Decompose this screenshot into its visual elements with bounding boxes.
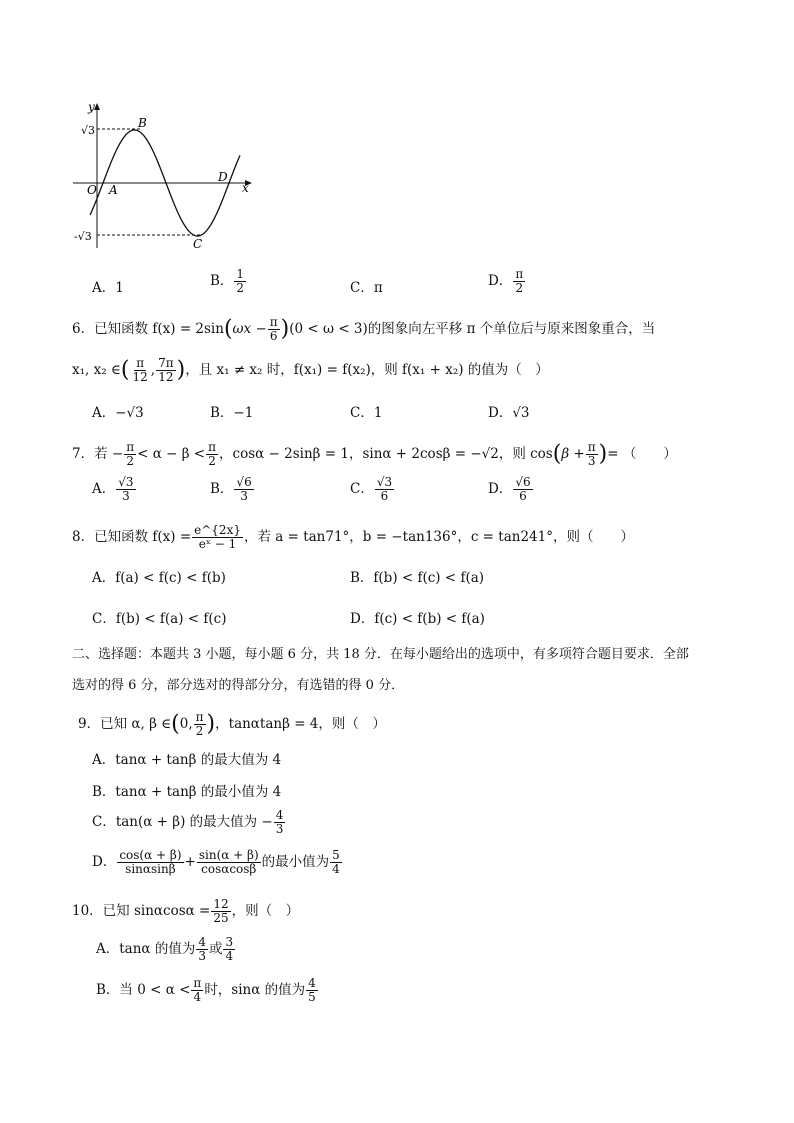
point-b-label: B [138, 116, 147, 130]
option-fraction [513, 476, 532, 503]
q9-stem [78, 711, 386, 738]
q8-start: 8．已知函数 f(x) = [72, 529, 192, 545]
option-fraction-3 [330, 849, 342, 876]
option-fraction [116, 476, 135, 503]
option-text: B．当 0 < α < [96, 982, 191, 998]
option-text: C．tan(α + β) 的最大值为 − [92, 814, 273, 830]
frac-den: 2 [236, 281, 245, 295]
q10-option-a [96, 936, 236, 963]
q7-pi-over-3 [586, 441, 598, 468]
q5-option-d [488, 268, 526, 295]
q6-line1 [72, 316, 655, 343]
option-fraction-2 [223, 936, 235, 963]
frac-num: e^{2x} [194, 523, 241, 537]
q10-question: ，则（ ） [231, 903, 300, 919]
paren: ) [176, 357, 186, 383]
paren: ( [171, 711, 180, 737]
frac-den: sinαsinβ [125, 862, 176, 876]
frac-num: π [136, 356, 145, 370]
q9-option-d [92, 849, 343, 876]
option-label: A． [92, 481, 116, 497]
frac-den: 4 [332, 862, 340, 876]
q7-inequality: < α − β < [137, 446, 206, 462]
option-text: 的最小值为 [261, 854, 330, 870]
paren: ) [206, 711, 216, 737]
q6-option-a: A．−√3 [92, 405, 144, 421]
q7-option-d [488, 476, 534, 503]
q7-stem [72, 441, 677, 468]
q6-omega-x: ωx − [232, 321, 267, 337]
q9-start: 9．已知 α, β ∈ [78, 716, 172, 732]
frac-num: π [208, 440, 217, 454]
frac-num: π [515, 267, 524, 281]
point-c-label: C [193, 237, 203, 251]
section2-text: 二、选择题：本题共 3 小题，每小题 6 分，共 18 分．在每小题给出的选项中，有多项符合题目要求．全部 [72, 647, 689, 662]
frac-den: cosαcosβ [201, 862, 257, 876]
q6-option-b: B．−1 [210, 405, 254, 421]
q8-option-d: D．f(c) < f(b) < f(a) [350, 611, 485, 627]
frac-num: √6 [236, 475, 252, 489]
q6-option-c: C．1 [350, 405, 383, 421]
q7-question: = （ ） [607, 446, 677, 462]
frac-num: √3 [118, 475, 134, 489]
option-label: D． [488, 481, 513, 497]
y-axis-arrow-icon [94, 103, 100, 110]
frac-den: 4 [193, 990, 202, 1004]
frac-num: cos(α + β) [119, 848, 182, 862]
q6-pi-over-6 [268, 316, 280, 343]
frac-num: sin(α + β) [198, 848, 259, 862]
paren: ( [552, 441, 562, 467]
option-text: A．tanα 的值为 [96, 941, 196, 957]
option-fraction [274, 809, 286, 836]
frac-den: 6 [380, 489, 389, 503]
q9-zero: 0, [179, 716, 193, 732]
frac-num: √6 [515, 475, 531, 489]
section2-heading-line2: 选对的得 6 分，部分选对的得部分分，有选错的得 0 分． [72, 678, 405, 693]
q7-conditions: ，cosα − 2sinβ = 1，sinα + 2cosβ = −√2，则 cos [219, 446, 553, 462]
option-label: B． [210, 481, 234, 497]
q6-domain-start: x₁, x₂ ∈ [72, 362, 121, 378]
q9-option-a: A．tanα + tanβ 的最大值为 4 [92, 752, 282, 768]
q5-option-a: A．1 [92, 280, 124, 296]
q8-function-fraction [192, 524, 243, 551]
frac-num: 4 [308, 976, 316, 990]
q5-option-c: C．π [350, 280, 383, 296]
q9-question: ，tanαtanβ = 4，则（ ） [215, 716, 386, 732]
frac-num: π [193, 976, 202, 990]
frac-num: π [195, 710, 204, 724]
frac-den: eˣ − 1 [198, 537, 237, 551]
q7-pi-over-2-left [124, 441, 136, 468]
origin-label: O [87, 183, 97, 197]
frac-den: 3 [198, 949, 206, 963]
frac-den: 12 [158, 370, 174, 384]
q10-option-b [96, 977, 319, 1004]
q8-question: ，若 a = tan71°，b = −tan136°，c = tan241°，则（ ） [243, 529, 634, 545]
frac-den: 25 [213, 911, 229, 925]
plus-sign: + [184, 854, 196, 870]
paren: ) [598, 441, 608, 467]
option-fraction-1 [117, 849, 183, 876]
frac-num: 5 [332, 848, 340, 862]
frac-den: 4 [225, 949, 234, 963]
section2-heading-line1 [72, 646, 689, 664]
q10-start: 10．已知 sinαcosα = [72, 903, 211, 919]
option-text: 时，sinα 的值为 [204, 982, 306, 998]
q5-option-d-label: D． [488, 273, 513, 289]
frac-den: 2 [195, 724, 204, 738]
q10-fraction [211, 898, 230, 925]
frac-num: 7π [158, 356, 174, 370]
q5-option-b-label: B． [210, 273, 234, 289]
q7-pi-over-2-right [206, 441, 218, 468]
option-fraction-1 [196, 936, 208, 963]
q7-beta: β + [561, 446, 585, 462]
frac-den: 3 [275, 822, 284, 836]
q9-pi-over-2 [194, 711, 206, 738]
frac-num: √3 [376, 475, 393, 489]
q8-option-c: C．f(b) < f(a) < f(c) [92, 611, 227, 627]
q6-left-bound [131, 357, 150, 384]
q6-question: ，且 x₁ ≠ x₂ 时，f(x₁) = f(x₂)，则 f(x₁ + x₂) 的值为（ ） [185, 362, 549, 378]
option-fraction-1 [191, 977, 203, 1004]
paren: ( [120, 357, 130, 383]
q7-option-c [350, 476, 395, 503]
frac-num: π [587, 440, 596, 454]
frac-num: 4 [275, 808, 284, 822]
frac-num: π [126, 440, 135, 454]
frac-den: 2 [208, 454, 216, 468]
q7-option-b [210, 476, 255, 503]
q6-right-bound [156, 357, 176, 384]
paren: ( [223, 316, 233, 342]
point-d-label: D [218, 170, 228, 184]
frac-den: 12 [132, 370, 148, 384]
frac-den: 3 [240, 489, 248, 503]
option-fraction-2 [197, 849, 261, 876]
q8-option-a: A．f(a) < f(c) < f(b) [92, 570, 226, 586]
q6-option-d: D．√3 [488, 405, 530, 421]
q8-stem [72, 524, 634, 551]
q6-line2: x₁, x₂ ∈( $\frac{\pi}{12}$ , $\frac{7\pi}{12}$ )，且 x₁ ≠ x₂ 时，f(x₁) = f(x₂)，则 f(x₁ + x₂) 的值为（ ） [72, 356, 549, 384]
point-a-label: A [109, 183, 118, 197]
frac-num: 3 [225, 935, 234, 949]
frac-den: 2 [515, 281, 524, 295]
q5-option-b-fraction [234, 268, 246, 295]
q7-start: 7．若 − [72, 446, 124, 462]
frac-den: 3 [587, 454, 596, 468]
frac-den: 6 [519, 489, 527, 503]
y-top-label: √3 [81, 124, 96, 137]
frac-num: π [269, 315, 278, 329]
x-axis-label: x [242, 181, 249, 195]
q6-stem-start: 6．已知函数 f(x) = 2sin [72, 321, 224, 337]
option-or: 或 [208, 941, 223, 957]
frac-den: 5 [308, 990, 316, 1004]
q9-option-c [92, 809, 286, 836]
option-fraction-2 [306, 977, 318, 1004]
y-axis-label: y [88, 100, 95, 114]
frac-num: 4 [198, 935, 206, 949]
q6-stem-end: (0 < ω < 3)的图象向左平移 π 个单位后与原来图象重合，当 [289, 321, 656, 337]
q10-stem [72, 898, 299, 925]
frac-num: 12 [213, 897, 229, 911]
q8-option-b: B．f(b) < f(c) < f(a) [350, 570, 485, 586]
frac-den: 2 [126, 454, 134, 468]
option-fraction [234, 476, 253, 503]
option-label: C． [350, 481, 374, 497]
q5-option-b [210, 268, 247, 295]
frac-den: 6 [269, 329, 278, 343]
option-fraction [375, 476, 394, 503]
q9-option-b: B．tanα + tanβ 的最小值为 4 [92, 784, 282, 800]
q7-option-a [92, 476, 137, 503]
q5-option-d-fraction [513, 268, 525, 295]
frac-den: 3 [122, 489, 130, 503]
sine-graph-figure [70, 98, 260, 253]
paren: ) [280, 316, 290, 342]
y-bottom-label: -√3 [74, 230, 92, 243]
frac-num: 1 [236, 267, 245, 281]
option-label: D． [92, 854, 117, 870]
